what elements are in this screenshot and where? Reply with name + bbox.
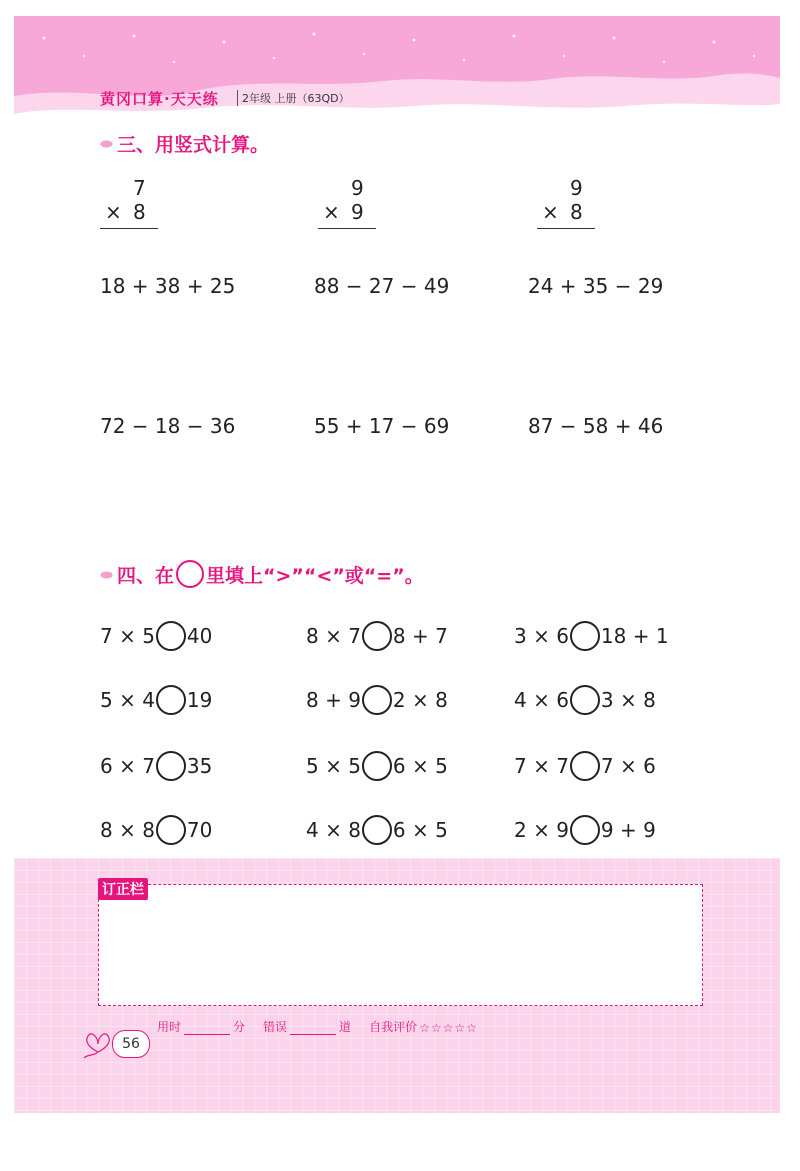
page-header-banner: [14, 16, 780, 134]
compare-left: 8 + 9: [306, 688, 361, 712]
compare-right: 3 × 8: [600, 688, 656, 712]
compare-right: 9 + 9: [600, 818, 656, 842]
section3-title: [100, 130, 269, 157]
expression: 88 − 27 − 49: [314, 274, 450, 298]
correction-area[interactable]: [98, 884, 703, 1006]
compare-left: 5 × 4: [100, 688, 155, 712]
compare-right: 19: [186, 688, 213, 712]
vcalc-op: ×: [542, 200, 559, 224]
answer-circle[interactable]: [570, 621, 600, 651]
compare-left: 8 × 7: [306, 624, 361, 648]
answer-circle[interactable]: [156, 621, 186, 651]
compare-item: [306, 684, 448, 716]
vcalc-line: [100, 228, 158, 229]
compare-right: 35: [186, 754, 213, 778]
compare-item: [100, 750, 212, 782]
cloud-icon: [100, 139, 113, 148]
expression: 87 − 58 + 46: [528, 414, 664, 438]
error-blank[interactable]: [290, 1022, 336, 1035]
vcalc-op: ×: [105, 200, 122, 224]
self-eval-label: 自我评价: [369, 1020, 418, 1034]
compare-item: [514, 620, 669, 652]
compare-right: 8 + 7: [392, 624, 448, 648]
vcalc-bottom: 8: [133, 200, 146, 224]
compare-left: 4 × 6: [514, 688, 569, 712]
compare-left: 4 × 8: [306, 818, 361, 842]
question-label: 道: [339, 1020, 352, 1034]
answer-circle[interactable]: [362, 751, 392, 781]
star-rating[interactable]: ☆☆☆☆☆: [419, 1021, 478, 1035]
vcalc-bottom: 8: [570, 200, 583, 224]
expression: 72 − 18 − 36: [100, 414, 236, 438]
compare-item: [306, 814, 448, 846]
answer-circle[interactable]: [362, 815, 392, 845]
answer-circle[interactable]: [570, 751, 600, 781]
compare-item: [306, 620, 448, 652]
vcalc-top: 9: [570, 176, 583, 200]
answer-circle[interactable]: [156, 751, 186, 781]
section4-title: [100, 560, 424, 588]
compare-left: 2 × 9: [514, 818, 569, 842]
self-evaluation-line: [157, 1018, 478, 1035]
compare-left: 3 × 6: [514, 624, 569, 648]
error-label: 错误: [263, 1020, 288, 1034]
section4-title-before: 四、在: [117, 564, 175, 587]
answer-circle[interactable]: [570, 815, 600, 845]
cloud-banner-graphic: [14, 16, 780, 134]
compare-item: [514, 684, 656, 716]
compare-left: 5 × 5: [306, 754, 361, 778]
compare-right: 2 × 8: [392, 688, 448, 712]
vcalc-line: [537, 228, 595, 229]
circle-icon: [176, 560, 204, 588]
compare-item: [100, 684, 212, 716]
section3-title-text: 三、用竖式计算。: [117, 134, 270, 156]
compare-item: [100, 814, 212, 846]
compare-left: 7 × 7: [514, 754, 569, 778]
compare-right: 7 × 6: [600, 754, 656, 778]
compare-right: 6 × 5: [392, 818, 448, 842]
compare-left: 6 × 7: [100, 754, 155, 778]
answer-circle[interactable]: [362, 621, 392, 651]
compare-right: 18 + 1: [600, 624, 669, 648]
expression: 18 + 38 + 25: [100, 274, 236, 298]
compare-item: [514, 750, 656, 782]
compare-left: 7 × 5: [100, 624, 155, 648]
compare-right: 40: [186, 624, 213, 648]
brand-title: 黄冈口算·天天练: [100, 90, 219, 108]
compare-right: 70: [186, 818, 213, 842]
answer-circle[interactable]: [570, 685, 600, 715]
compare-right: 6 × 5: [392, 754, 448, 778]
grade-subtitle: 2年级 上册（63QD）: [237, 90, 350, 106]
time-blank[interactable]: [184, 1022, 230, 1035]
answer-circle[interactable]: [362, 685, 392, 715]
expression: 55 + 17 − 69: [314, 414, 450, 438]
answer-circle[interactable]: [156, 815, 186, 845]
expression: 24 + 35 − 29: [528, 274, 664, 298]
vcalc-top: 9: [351, 176, 364, 200]
vcalc-top: 7: [133, 176, 146, 200]
compare-left: 8 × 8: [100, 818, 155, 842]
cloud-icon: [100, 570, 113, 579]
answer-circle[interactable]: [156, 685, 186, 715]
compare-item: [100, 620, 212, 652]
time-label: 用时: [157, 1020, 182, 1034]
correction-label: 订正栏: [98, 878, 148, 900]
compare-item: [514, 814, 656, 846]
vcalc-op: ×: [323, 200, 340, 224]
minute-label: 分: [233, 1020, 246, 1034]
compare-item: [306, 750, 448, 782]
vcalc-bottom: 9: [351, 200, 364, 224]
vcalc-line: [318, 228, 376, 229]
section4-title-after: 里填上“>”“<”或“=”。: [206, 564, 424, 587]
page-number: 56: [112, 1030, 150, 1058]
